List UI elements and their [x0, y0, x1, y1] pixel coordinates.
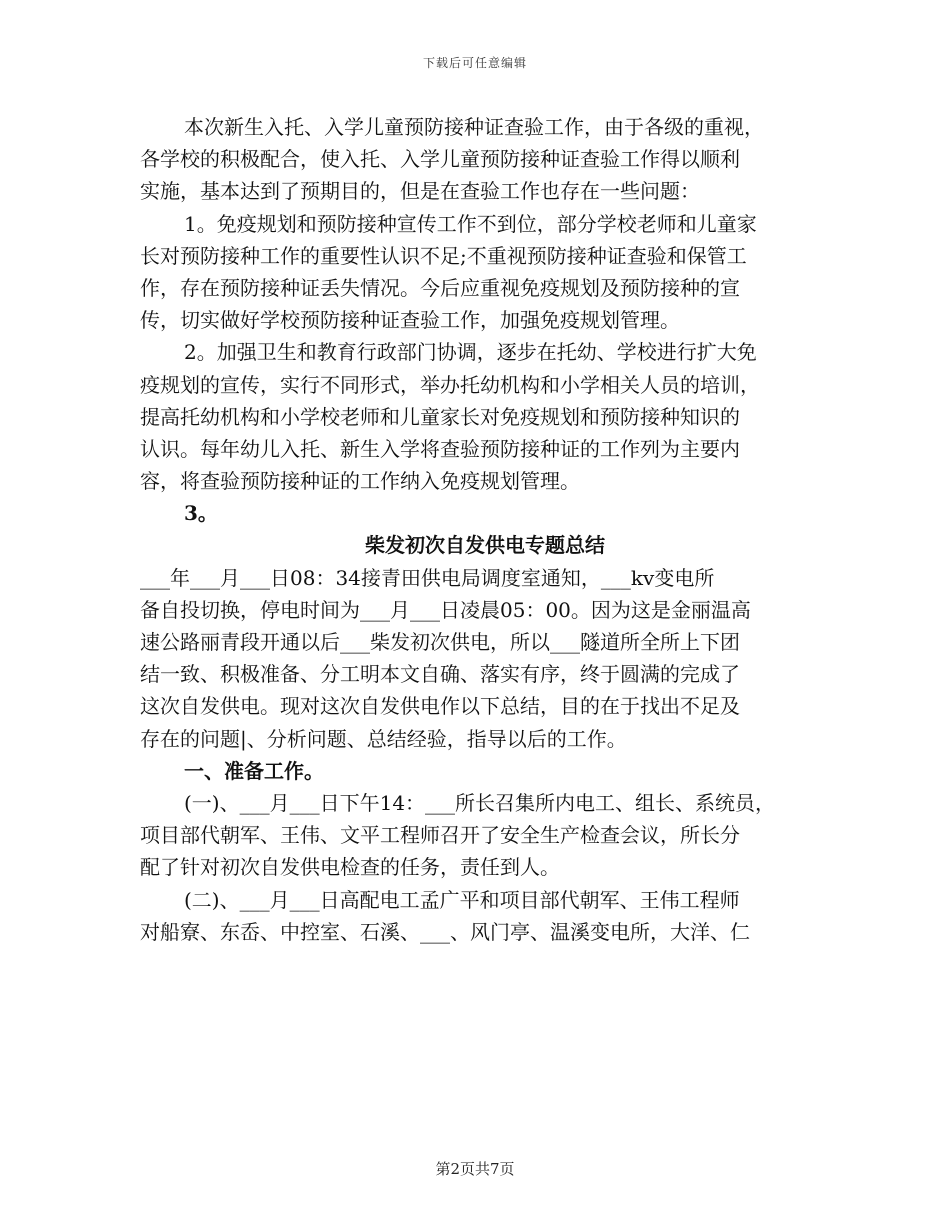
text-line: 实施，基本达到了预期目的，但是在查验工作也存在一些问题：: [140, 179, 700, 204]
text-line: 容，将查验预防接种证的工作纳入免疫规划管理。: [140, 469, 580, 494]
text-line: (一)、___月___日下午14：___所长召集所内电工、组长、系统员，: [184, 790, 776, 815]
page-header: 下载后可任意编辑: [422, 56, 527, 70]
text-line: 速公路丽青段开通以后___柴发初次供电，所以___隧道所全所上下团: [140, 630, 740, 654]
text-line: 长对预防接种工作的重要性认识不足;不重视预防接种证查验和保管工: [140, 243, 747, 268]
text-line: (二)、___月___日高配电工孟广平和项目部代朝军、王伟工程师: [184, 887, 740, 912]
text-line: 这次自发供电。现对这次自发供电作以下总结，目的在于找出不足及: [140, 694, 740, 719]
document-body: [140, 111, 820, 948]
text-line: 结一致、积极准备、分工明本文自确、落实有序，终于圆满的完成了: [140, 662, 740, 687]
text-line: 本次新生入托、入学儿童预防接种证查验工作，由于各级的重视，: [184, 115, 764, 139]
text-line: 存在的问题|、分析问题、总结经验，指导以后的工作。: [140, 726, 627, 751]
page-footer: 第2页共7页: [435, 1160, 515, 1178]
text-line: 对船寮、东岙、中控室、石溪、___、风门亭、温溪变电所，大洋、仁: [140, 919, 750, 944]
text-line: 一、准备工作。: [184, 758, 324, 783]
text-line: 作，存在预防接种证丢失情况。今后应重视免疫规划及预防接种的宣: [140, 275, 740, 300]
section-title: 柴发初次自发供电专题总结: [365, 533, 605, 558]
text-line: 1。免疫规划和预防接种宣传工作不到位，部分学校老师和儿童家: [184, 211, 757, 236]
text-line: 3。: [184, 501, 218, 526]
text-line: 提高托幼机构和小学校老师和儿童家长对免疫规划和预防接种知识的: [140, 404, 740, 429]
text-line: ___年___月___日08：34接青田供电局调度室通知，___kv变电所: [140, 565, 715, 590]
text-line: 传，切实做好学校预防接种证查验工作，加强免疫规划管理。: [140, 308, 680, 333]
text-line: 项目部代朝军、王伟、文平工程师召开了安全生产检查会议，所长分: [140, 823, 740, 848]
text-line: 备自投切换，停电时间为___月___日凌晨05：00。因为这是金丽温高: [140, 597, 751, 622]
text-line: 配了针对初次自发供电检查的任务，责任到人。: [140, 855, 560, 880]
text-line: 2。加强卫生和教育行政部门协调，逐步在托幼、学校进行扩大免: [184, 340, 757, 365]
text-line: 疫规划的宣传，实行不同形式，举办托幼机构和小学相关人员的培训，: [140, 372, 760, 397]
text-line: 各学校的积极配合，使入托、入学儿童预防接种证查验工作得以顺利: [140, 147, 740, 172]
text-line: 认识。每年幼儿入托、新生入学将查验预防接种证的工作列为主要内: [140, 436, 740, 461]
